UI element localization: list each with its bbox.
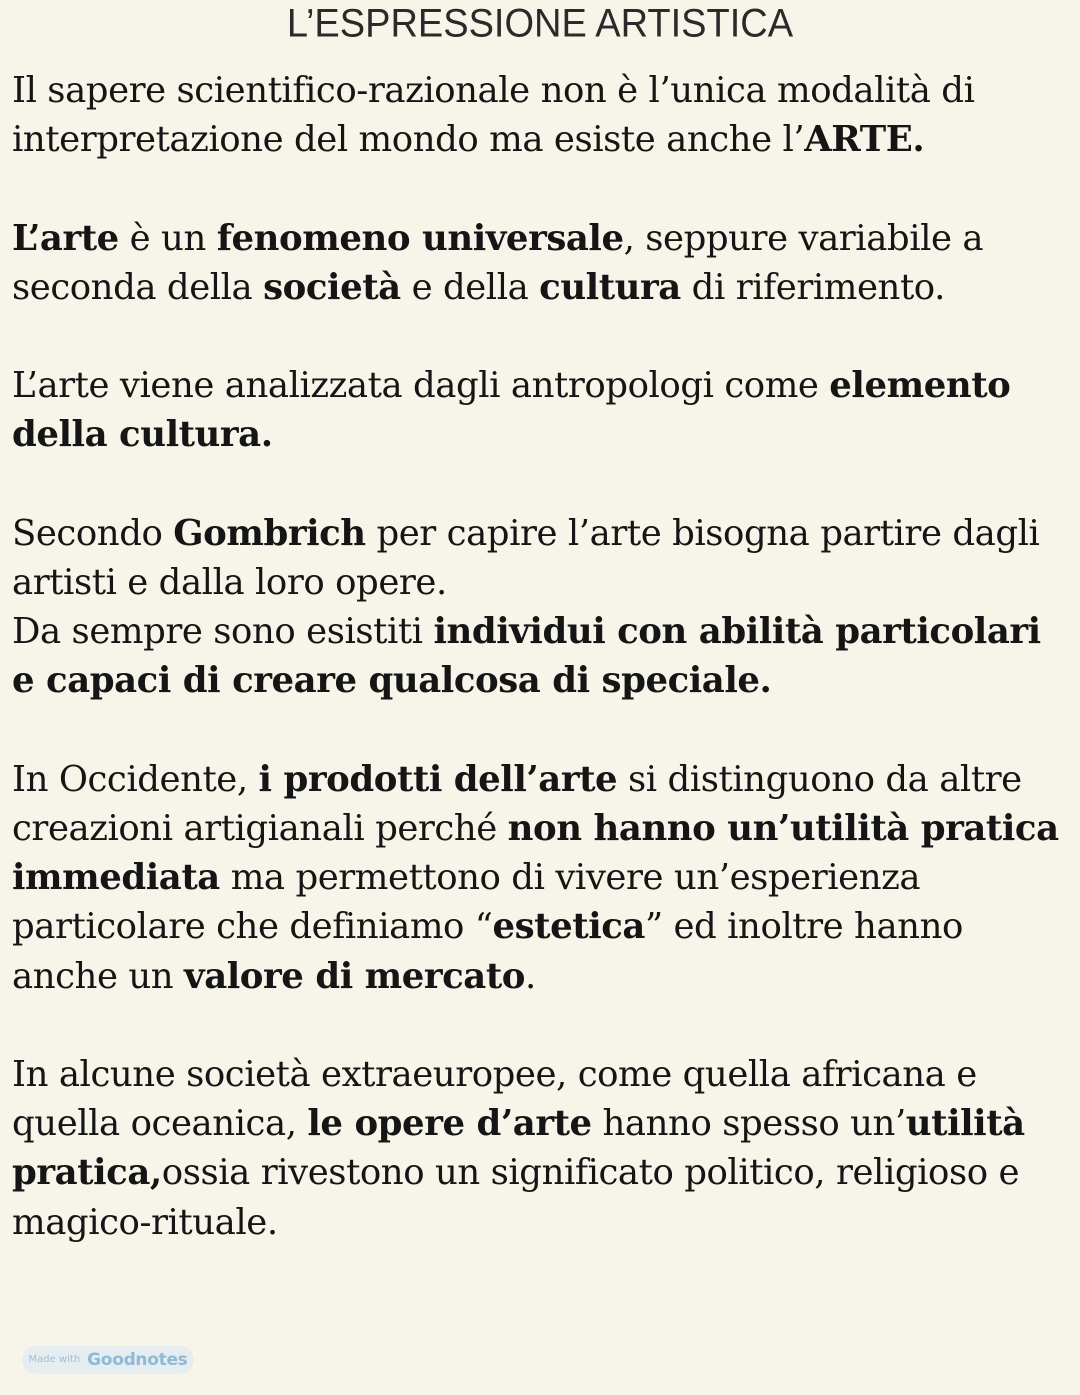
- text-segment: è un: [118, 217, 217, 259]
- text-segment: ” ed inoltre hanno anche un: [12, 906, 963, 997]
- paragraph-3: [12, 361, 1072, 459]
- bold-term: utilità pratica,: [12, 1103, 1025, 1194]
- text-segment: ossia rivestono un significato politico, religioso e magico-rituale.: [12, 1152, 1020, 1243]
- text-segment: , seppure variabile a seconda della: [12, 217, 984, 308]
- page-title: L’ESPRESSIONE ARTISTICA: [286, 1, 794, 47]
- bold-term: ARTE.: [804, 119, 925, 161]
- paragraph-5: [12, 755, 1072, 1001]
- badge-prefix: Made with: [28, 1354, 81, 1365]
- paragraph-4: [12, 509, 1072, 706]
- bold-term: fenomeno universale: [216, 217, 624, 259]
- bold-term: le opere d’arte: [307, 1103, 592, 1145]
- bold-term: società: [263, 266, 401, 308]
- bold-term: Gombrich: [173, 512, 366, 554]
- text-segment: Il sapere scientifico-razionale non è l’unica modalità di interpretazione del mondo ma esiste anche l’: [12, 70, 975, 161]
- bold-term: elemento della cultura.: [12, 365, 1011, 456]
- text-segment: e della: [400, 266, 540, 308]
- bold-term: estetica: [492, 906, 645, 948]
- text-segment: In alcune società extraeuropee, come quella africana e quella oceanica,: [12, 1053, 977, 1145]
- text-segment: Da sempre sono esistiti: [12, 611, 434, 653]
- paragraph-6: [12, 1050, 1072, 1247]
- text-segment: .: [525, 955, 536, 997]
- bold-term: i prodotti dell’arte: [258, 758, 618, 800]
- text-segment: L’arte viene analizzata dagli antropologi come: [12, 365, 830, 407]
- text-segment: hanno spesso un’: [591, 1103, 906, 1145]
- document-body: [12, 66, 1072, 1247]
- bold-term: L’arte: [12, 217, 119, 259]
- paragraph-1: [12, 66, 1072, 164]
- bold-term: cultura: [539, 266, 681, 308]
- text-segment: In Occidente,: [12, 758, 259, 800]
- bold-term: non hanno un’utilità pratica immediata: [12, 807, 1059, 899]
- text-segment: ma permettono di vivere un’esperienza particolare che definiamo “: [12, 857, 921, 948]
- paragraph-2: [12, 214, 1072, 312]
- text-segment: di riferimento.: [680, 266, 945, 308]
- bold-term: valore di mercato: [184, 955, 526, 997]
- text-segment: per capire l’arte bisogna partire dagli artisti e dalla loro opere.: [12, 512, 1040, 603]
- bold-term: individui con abilità particolari e capaci di creare qualcosa di speciale.: [12, 611, 1041, 702]
- goodnotes-logo: Goodnotes: [87, 1350, 188, 1370]
- text-segment: si distinguono da altre creazioni artigianali perché: [12, 758, 1022, 849]
- goodnotes-badge: [22, 1346, 194, 1374]
- text-segment: Secondo: [12, 512, 174, 554]
